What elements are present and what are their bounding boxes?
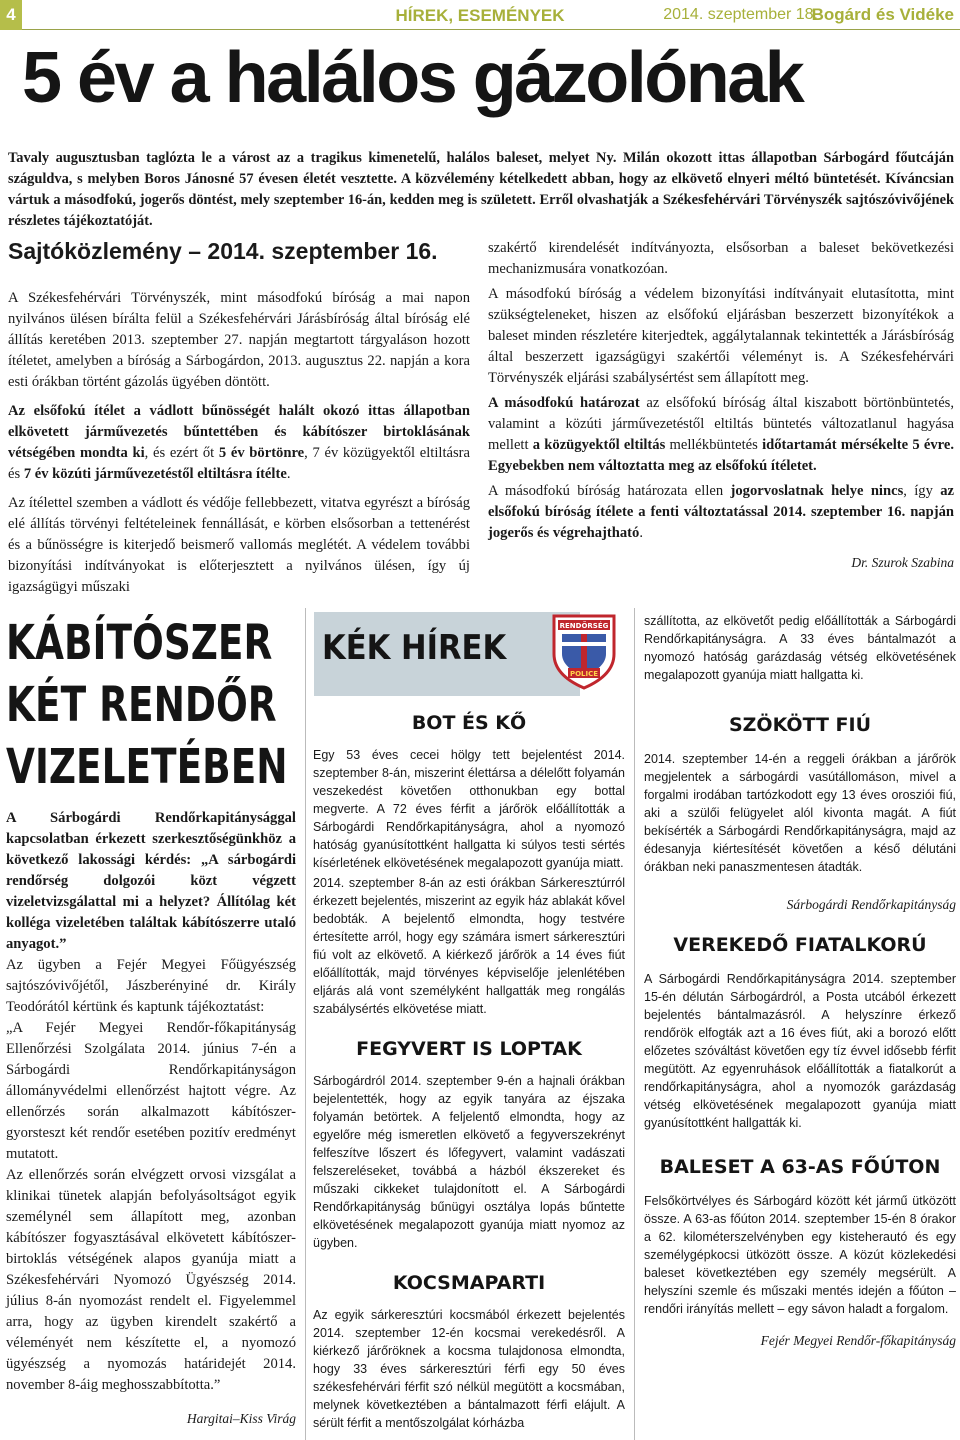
- news-column-right: [644, 612, 956, 1350]
- badge-bottom-text: POLICE: [569, 670, 599, 678]
- press-paragraph: Az ítélettel szemben a vádlott és védője fellebbezett, vitatva egyrészt a bíróság elé állítás törvényi feltételeinek fennállását, e körben elsősorban a tettenérést és a bűnösségre is kiterjedő beismerő vallomás meglétét. A védelem további bizonyítási indítványokat is előterjesztett a nyilvános ülésen, így új igazságügyi műszaki: [8, 495, 470, 595]
- column-divider: [634, 608, 635, 1440]
- news-column-middle: [313, 712, 625, 1432]
- press-signature: Dr. Szurok Szabina: [851, 555, 954, 570]
- badge-top-text: RENDŐRSÉG: [559, 622, 609, 630]
- press-paragraph: A másodfokú bíróság a védelem bizonyítási indítványait elutasította, mint szükségteleneket, hiszen az elsőfokú eljárásban beszerzett bizonyítékok a baleset minden részletére kiterjedtek, aggálytalannak tekintették a Járásbíróság által beszerzett igazságügyi szakértői véleményt is. A Székesfehérvári Törvényszék eljárási szabálysértést sem állapított meg.: [488, 286, 954, 386]
- kabitoszer-body: [6, 808, 296, 1428]
- press-column-right: [488, 238, 954, 573]
- news-body-bot: Egy 53 éves cecei hölgy tett bejelentést 2014. szeptember 8-án, miszerint élettársa a délelőtt folyamán veszekedést követően otthonukban egy bottal megverte. A 72 éves férfit a járőrök előállították a Sárbogárdi Rendőrkapitányságra, ahol a nyomozó hatóság gyanúsítottként hallgatta ki súlyos testi sértés kísérletének elkövetésének megalapozott gyanúja miatt. 2014. szeptember 8-án az esti órákban Sárkeresztúrról érkezett bejelentés, miszerint az egyik ház ablakát kővel bedobták. A bejelentő elmondta, hogy testvére értesítette arról, hogy egy számára ismert sárkeresztúri fiú volt az elkövető. A kiérkező járőrök a 14 éves fiút előállították, majd törvényes képviselője jelenlétében eljárás alá vont személyként hallgatták meg rongálás szabálysértés elkövetése miatt.: [313, 748, 625, 1016]
- news-body-kocsma: Az egyik sárkeresztúri kocsmából érkezett bejelentés 2014. szeptember 12-én kocsmai verekedésről. A kiérkező járőröknek a kocsma tulajdonosa elmondta, hogy 33 éves sárkeresztúri férfi egy 50 éves székesfehérvári férfit szó nélkül megütött a kocsmában, melynek következtében a bántalmazott férfi elájult. A sérült férfit a mentőszolgálat kórházba: [313, 1308, 625, 1430]
- page-header: [0, 0, 960, 30]
- kabitoszer-paragraph: Az ügyben a Fejér Megyei Főügyészség sajtószóvivőjétől, Jászberényiné dr. Király Teodórától kértünk és kaptunk tájékoztatást:: [6, 957, 296, 1015]
- news-title-verekedo: VEREKEDŐ FIATALKORÚ: [673, 934, 927, 956]
- column-divider: [305, 608, 306, 1440]
- press-column-left: [8, 288, 470, 606]
- section-label: HÍREK, ESEMÉNYEK: [395, 6, 565, 25]
- news-body-kocsma-cont: szállította, az elkövetőt pedig előállították a Sárbogárdi Rendőrkapitányságra. A 33 éves bántalmazót a nyomozó hatóság garázdaság vétség elkövetésének megalapozott gyanúja miatt hallgatta ki.: [644, 614, 956, 682]
- press-paragraph: szakértő kirendelését indítványozta, elsősorban a baleset bekövetkezési mechanizmusára vonatkozóan.: [488, 240, 954, 277]
- news-title-szokott: SZÖKÖTT FIÚ: [728, 714, 872, 736]
- kek-hirek-title: KÉK HÍREK: [322, 628, 507, 668]
- news-title-bot: BOT ÉS KŐ: [411, 712, 527, 734]
- kabitoszer-title: KÁBÍTÓSZER KÉT RENDŐR VIZELETÉBEN: [6, 615, 288, 795]
- news-body-szokott: 2014. szeptember 14-én a reggeli órákban a járőrök megjelentek a sárbogárdi vasútállomáson, mivel a forgalmi irodában tartózkodott egy 13 éves orosziói fiú, aki a szülői felügyelet alól kivonta magát. A fiút bekísérték a Sárbogárdi Rendőrkapitányságra, majd az édesanyja kiértesítését követően a késő délutáni órákban neki panaszmentesen átadták.: [644, 752, 956, 874]
- kabitoszer-paragraph: „A Fejér Megyei Rendőr-főkapitányság Ellenőrzési Szolgálata 2014. június 7-én a Sárbogárdi Rendőrkapitányságon állományvédelmi ellenőrzést hajtott végre. Az ellenőrzés során alkalmazott kábítószer-gyorsteszt két rendőr esetében pozitív eredményt mutatott.: [6, 1020, 296, 1162]
- press-release-heading: Sajtóközlemény – 2014. szeptember 16.: [8, 238, 438, 264]
- news-signature: Sárbogárdi Rendőrkapitányság: [786, 897, 956, 912]
- news-signature: Fejér Megyei Rendőr-főkapitányság: [760, 1333, 956, 1348]
- kabitoszer-signature: Hargitai–Kiss Virág: [186, 1411, 296, 1426]
- press-paragraph: A másodfokú bíróság határozata ellen jogorvoslatnak helye nincs, így az elsőfokú bíróság ítélete a fenti változtatással 2014. szeptember 16. napján jogerős és végrehajtható.: [488, 483, 954, 541]
- newspaper-name: Bogárd és Vidéke: [811, 5, 954, 24]
- news-title-fegyvert: FEGYVERT IS LOPTAK: [356, 1038, 582, 1060]
- press-paragraph: Az elsőfokú ítélet a vádlott bűnösségét halált okozó ittas állapotban elkövetett járművezetés bűntettében és kábítószer birtoklásának vétségében mondta ki, és ezért őt 5 év börtönre, 7 év közügyektől eltiltásra és 7 év közúti járművezetéstől eltiltásra ítélte.: [8, 403, 470, 482]
- kabitoszer-paragraph: Az ellenőrzés során elvégzett orvosi vizsgálat a klinikai tünetek alapján befolyásoltságot egyik személynél sem állapított meg, azonban kábítószer fogyasztásával elkövetett kábítószer-birtoklás vétségének alapos gyanúja miatt a Székesfehérvári Nyomozó Ügyészség 2014. július 8-án nyomozást rendelt el. Figyelemmel arra, hogy az ügyben kirendelt szakértő a véleményét nem készítette el, a nyomozó ügyészség a nyomozás határidejét 2014. november 8-áig meghosszabbította.”: [6, 1167, 296, 1393]
- article-lead: Tavaly augusztusban taglózta le a várost az a tragikus kimenetelű, halálos baleset, melyet Ny. Milán okozott ittas állapotban Sárbogárd főutcáján száguldva, s melyben Boros Jánosné 57 évesen életét vesztette. A közvélemény kételkedett abban, hogy az elkövető elnyeri méltó büntetését. Kíváncsian vártuk a másodfokú, jogerős döntést, mely szeptember 16-án, kedden meg is született. Erről olvashatják a Székesfehérvári Törvényszék sajtószóvivőjének részletes tájékoztatóját.: [8, 150, 954, 229]
- police-badge-icon: [548, 610, 620, 690]
- issue-date: 2014. szeptember 18.: [663, 6, 818, 23]
- news-body-baleset: Felsőkörtvélyes és Sárbogárd között két jármű ütközött össze. A 63-as főúton 2014. szeptember 15-én 8 órakor a 62. kilométerszelvényben egy kisteherautó és egy személygépkocsi ütközött össze. A közút közlekedési baleset következtében egy személy megsérült. A helyszíni szemle és műszaki mentés idején a főúton – rendőri irányítás mellett – egy sávon haladt a forgalom.: [644, 1194, 956, 1316]
- article-title: 5 év a halálos gázolónak: [22, 38, 803, 118]
- press-paragraph: A másodfokú határozat az elsőfokú bíróság által kiszabott börtönbüntetés, valamint a közúti járművezetéstől eltiltás büntetés változatlanul hagyása mellett a közügyektől eltiltás mellékbüntetés időtartamát mérsékelte 5 évre. Egyebekben nem változtatta meg az elsőfokú ítéletet.: [488, 395, 954, 474]
- press-paragraph: A Székesfehérvári Törvényszék, mint másodfokú bíróság a mai napon nyilvános ülésen bírálta felül a Székesfehérvári Járásbíróság által bíróság elé állítás keretében 2013. szeptember 27. napján megtartott tárgyaláson hozott ítéletet, amelyben a bíróság a Sárbogárdon, 2013. augusztus 22. napján a kora esti órákban történt gázolás ügyében döntött.: [8, 290, 470, 390]
- page-number: 4: [0, 0, 22, 30]
- news-body-fegyvert: Sárbogárdról 2014. szeptember 9-én a hajnali órákban bejelentették, hogy az egyik tanyára az éjszaka folyamán betörtek. A feljelentő elmondta, hogy az egyelőre még ismeretlen elkövető a fegyverszekrényt felfeszítve lőszert és lőfegyvert, valamint vadászati felszereléseket, továbbá a házból ékszereket és műszaki cikkeket tulajdonított el. A Sárbogárdi Rendőrkapitányság bűnügyi osztálya lopás bűntette elkövetésének megalapozott gyanúja miatt nyomoz az ügyben.: [313, 1074, 625, 1250]
- kabitoszer-intro: A Sárbogárdi Rendőrkapitánysággal kapcsolatban érkezett szerkesztőségünkhöz a következő lakossági kérdés: „A sárbogárdi rendőrség dolgozói közt végzett vizeletvizsgálattal mi a helyzet? Állítólag két kolléga vizeletében találtak kábítószerre utaló anyagot.”: [6, 810, 296, 952]
- news-title-kocsma: KOCSMAPARTI: [392, 1272, 546, 1294]
- news-title-baleset: BALESET A 63-AS FŐÚTON: [659, 1156, 941, 1178]
- news-body-verekedo: A Sárbogárdi Rendőrkapitányságra 2014. szeptember 15-én délután Sárbogárdról, a Posta utcából érkezett bejelentés bántalmazásról. A helyszínre érkező rendőrök elfogták azt a 16 éves fiút, aki a borozó előtt előzetes szóváltást követően egy tíz évvel idősebb férfit megütött. Az egyenruhások előállították a fiatalkorút a rendőrkapitányságra, ahol a nyomozók garázdaság vétség elkövetésének megalapozott gyanúja miatt gyanúsítottként hallgatták ki.: [644, 972, 956, 1130]
